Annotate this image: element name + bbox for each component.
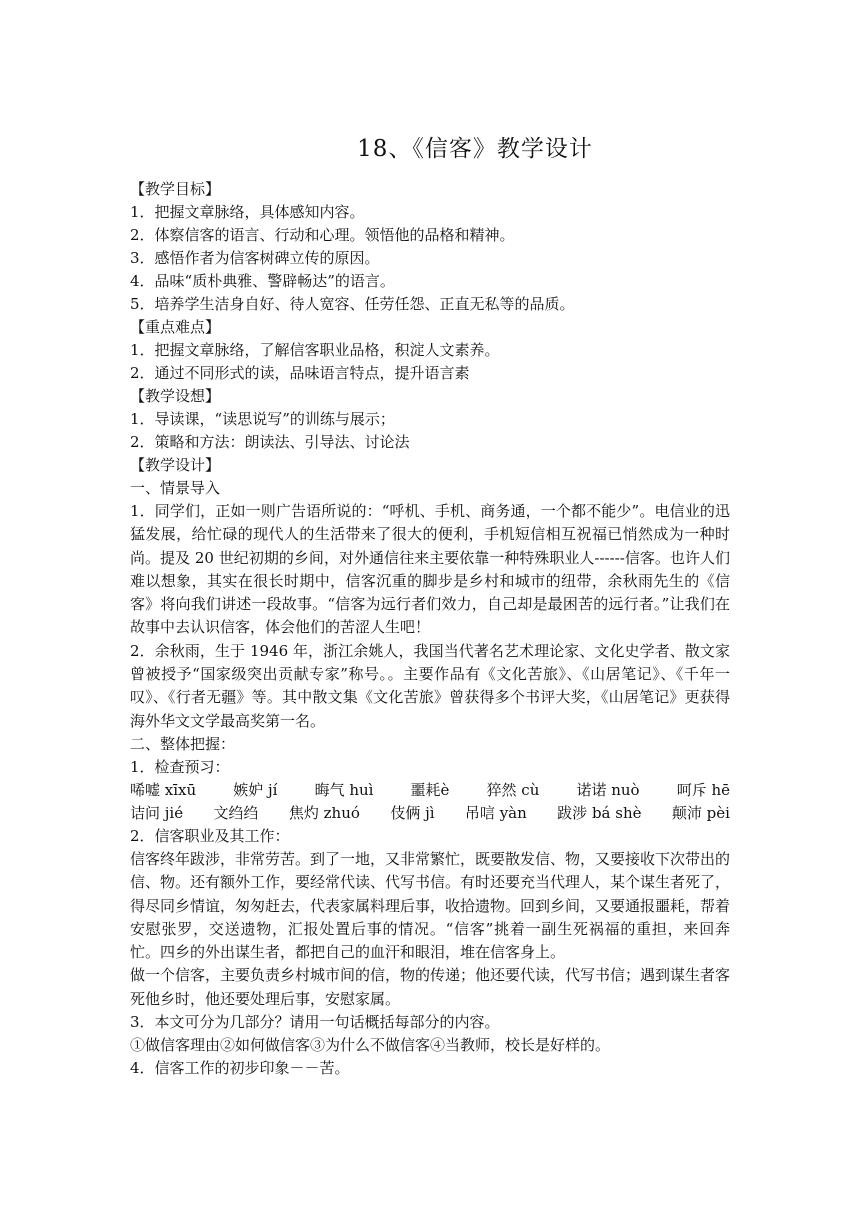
concept-item: 1．导读课，“读思说写”的训练与展示； — [130, 410, 395, 428]
pinyin-row-1 — [130, 779, 730, 802]
section-header-design: 【教学设计】 — [130, 456, 221, 474]
goal-item: 3．感悟作者为信客树碑立传的原因。 — [130, 249, 380, 267]
vocab-item: 诘问 jié — [130, 803, 184, 822]
vocab-item: 诺诺 nuò — [576, 780, 640, 799]
job-paragraph: 信客终年跋涉，非常劳苦。到了一地，又非常繁忙，既要散发信、物，又要接收下次带出的信、物。还有额外工作，要经常代读、代写书信。有时还要充当代理人，某个谋生者死了，得尽同乡情谊，匆匆赶去，代表家属料理后事，收拾遗物。回到乡间，又要通报噩耗，帮着安慰张罗，交送遗物，汇报处置后事的情况。“信客”挑着一副生死祸福的重担，来回奔忙。四乡的外出谋生者，都把自己的血汗和眼泪，堆在信客身上。 — [130, 849, 731, 962]
keypoint-item: 2．通过不同形式的读，品味语言特点，提升语言素 — [130, 364, 470, 382]
question-impression: 4．信客工作的初步印象－－苦。 — [130, 1059, 350, 1078]
goal-item: 4．品味“质朴典雅、警辟畅达”的语言。 — [130, 272, 395, 290]
keypoint-item: 1．把握文章脉络，了解信客职业品格，积淀人文素养。 — [130, 341, 500, 359]
goal-item: 5．培养学生洁身自好、待人宽容、任劳任怨、正直无私等的品质。 — [130, 295, 575, 313]
section-header-goals: 【教学目标】 — [130, 180, 221, 198]
subsection-heading-intro: 一、情景导入 — [130, 479, 221, 497]
goal-item: 2．体察信客的语言、行动和心理。领悟他的品格和精神。 — [130, 226, 515, 244]
job-summary-paragraph: 做一个信客，主要负责乡村城市间的信，物的传递；他还要代读，代写书信；遇到谋生者客死他乡时，他还要处理后事，安慰家属。 — [130, 966, 731, 1008]
vocab-item: 文绉绉 — [213, 803, 259, 822]
subsection-heading-overview: 二、整体把握： — [130, 734, 236, 753]
question-job: 2．信客职业及其工作： — [130, 826, 290, 845]
vocab-item: 跋涉 bá shè — [557, 803, 642, 822]
concept-item: 2．策略和方法：朗读法、引导法、讨论法 — [130, 433, 410, 451]
vocab-item: 吊唁 yàn — [464, 803, 527, 822]
document-title: 18、《信客》教学设计 — [357, 136, 593, 162]
question-preview: 1．检查预习： — [130, 757, 230, 776]
vocab-item: 噩耗è — [410, 780, 450, 799]
section-header-keypoints: 【重点难点】 — [130, 318, 221, 336]
vocab-item: 猝然 cù — [486, 780, 540, 799]
intro-paragraph-1: 1．同学们，正如一则广告语所说的：“呼机、手机、商务通，一个都不能少”。电信业的迅猛发展，给忙碌的现代人的生活带来了很大的便利，手机短信相互祝福已悄然成为一种时尚。提及 20 世纪初期的乡间，对外通信往来主要依靠一种特殊职业人------信客。也许人们难以想象，其实在很长时期中，信客沉重的脚步是乡村和城市的纽带，余秋雨先生的《信客》将向我们讲述一段故事。“信客为远行者们效力，自己却是最困苦的远行者。”让我们在故事中去认识信客，体会他们的苦涩人生吧！ — [130, 502, 730, 637]
vocab-item: 唏嘘 xīxū — [130, 780, 197, 799]
pinyin-row-2 — [130, 802, 730, 825]
author-paragraph: 2．余秋雨，生于 1946 年，浙江余姚人，我国当代著名艺术理论家、文化史学者、散文家曾被授予“国家级突出贡献专家”称号。。主要作品有《文化苦旅》、《山居笔记》、《千年一叹》、《行者无疆》等。其中散文集《文化苦旅》曾获得多个书评大奖，《山居笔记》更获得海外华文文学最高奖第一名。 — [130, 641, 730, 730]
vocab-item: 焦灼 zhuó — [288, 803, 360, 822]
vocab-item: 伎俩 jì — [390, 803, 435, 822]
document-page — [130, 132, 730, 1080]
vocab-item: 嫉妒 jí — [233, 780, 278, 799]
goal-item: 1．把握文章脉络，具体感知内容。 — [130, 203, 365, 221]
vocab-item: 颠沛 pèi — [671, 803, 730, 822]
section-header-concept: 【教学设想】 — [130, 387, 221, 405]
vocab-item: 呵斥 hē — [676, 780, 730, 799]
answer-structure: ①做信客理由②如何做信客③为什么不做信客④当教师，校长是好样的。 — [130, 1036, 611, 1055]
vocab-item: 晦气 huì — [314, 780, 374, 799]
question-structure: 3．本文可分为几部分？请用一句话概括每部分的内容。 — [130, 1013, 500, 1032]
